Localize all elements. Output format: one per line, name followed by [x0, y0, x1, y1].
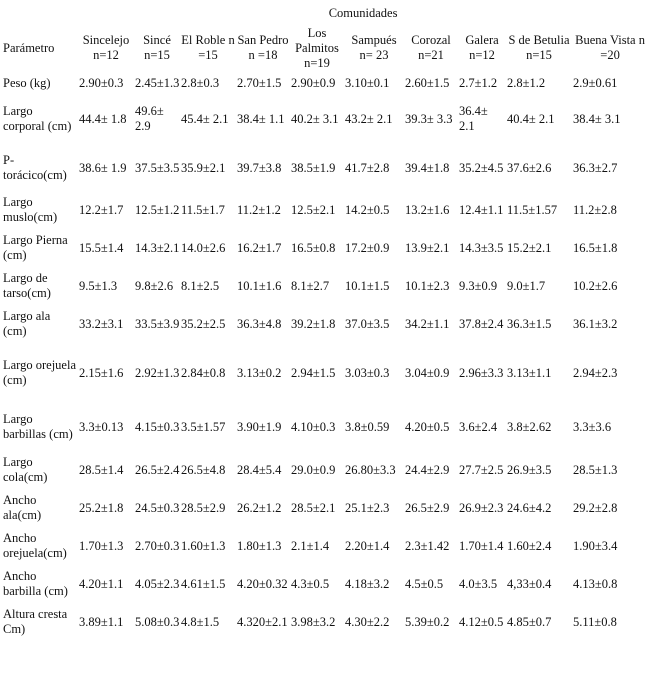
value-cell: 26.5±2.4 — [135, 462, 180, 477]
value-cell: 4.85±0.7 — [507, 614, 552, 629]
value-cell: 28.5±2.9 — [181, 500, 226, 515]
value-cell: 34.2±1.1 — [405, 316, 450, 331]
value-cell: 3.8±0.59 — [345, 419, 390, 434]
value-cell: 1.70±1.3 — [79, 538, 124, 553]
value-cell: 4.05±2.3 — [135, 576, 180, 591]
value-cell: 3.04±0.9 — [405, 365, 450, 380]
value-cell: 3.89±1.1 — [79, 614, 124, 629]
value-cell: 39.2±1.8 — [291, 316, 336, 331]
value-cell: 45.4± 2.1 — [181, 111, 229, 126]
value-cell: 5.08±0.3 — [135, 614, 180, 629]
value-cell: 37.0±3.5 — [345, 316, 390, 331]
value-cell: 2.92±1.3 — [135, 365, 180, 380]
table-row — [2, 603, 648, 641]
value-cell: 4.20±0.32 — [237, 576, 288, 591]
value-cell: 38.5±1.9 — [291, 160, 336, 175]
value-cell: 4.8±1.5 — [181, 614, 220, 629]
value-cell: 4.5±0.5 — [405, 576, 444, 591]
column-header: Sampués n= 23 — [351, 33, 397, 62]
value-cell: 29.0±0.9 — [291, 462, 336, 477]
value-cell: 9.5±1.3 — [79, 278, 118, 293]
value-cell: 2.96±3.3 — [459, 365, 504, 380]
value-cell: 2.45±1.3 — [135, 76, 180, 90]
param-cell: Largo Pierna (cm) — [3, 233, 68, 262]
value-cell: 24.6±4.2 — [507, 500, 552, 515]
value-cell: 3.8±2.62 — [507, 419, 552, 434]
value-cell: 28.5±1.4 — [79, 462, 124, 477]
value-cell: 38.6± 1.9 — [79, 160, 127, 175]
value-cell: 4.61±1.5 — [181, 576, 226, 591]
value-cell: 3.10±0.1 — [345, 76, 390, 90]
value-cell: 11.2±1.2 — [237, 202, 281, 217]
value-cell: 5.11±0.8 — [573, 614, 617, 629]
table-row — [2, 527, 648, 565]
value-cell: 24.4±2.9 — [405, 462, 450, 477]
table-row — [2, 451, 648, 489]
value-cell: 49.6± 2.9 — [135, 104, 164, 133]
value-cell: 2.15±1.6 — [79, 365, 124, 380]
column-header: Sincelejo n=12 — [82, 33, 130, 62]
value-cell: 12.2±1.7 — [79, 202, 124, 217]
value-cell: 26.2±1.2 — [237, 500, 282, 515]
value-cell: 37.6±2.6 — [507, 160, 552, 175]
value-cell: 15.5±1.4 — [79, 240, 124, 255]
table-row — [2, 403, 648, 451]
value-cell: 4.0±3.5 — [459, 576, 498, 591]
value-cell: 36.4± 2.1 — [459, 104, 488, 133]
group-header: Comunidades — [328, 5, 398, 20]
value-cell: 2.70±0.3 — [135, 538, 180, 553]
value-cell: 9.8±2.6 — [135, 278, 174, 293]
value-cell: 9.0±1.7 — [507, 278, 546, 293]
column-header: San Pedro n =18 — [237, 33, 289, 62]
value-cell: 36.1±3.2 — [573, 316, 618, 331]
value-cell: 36.3±4.8 — [237, 316, 282, 331]
value-cell: 8.1±2.7 — [291, 278, 330, 293]
value-cell: 12.4±1.1 — [459, 202, 504, 217]
value-cell: 2.60±1.5 — [405, 76, 450, 90]
value-cell: 4.20±0.5 — [405, 419, 450, 434]
value-cell: 36.3±2.7 — [573, 160, 618, 175]
value-cell: 13.9±2.1 — [405, 240, 450, 255]
value-cell: 44.4± 1.8 — [79, 111, 127, 126]
value-cell: 4.20±1.1 — [79, 576, 124, 591]
value-cell: 26.9±2.3 — [459, 500, 504, 515]
value-cell: 12.5±2.1 — [291, 202, 336, 217]
value-cell: 38.4± 1.1 — [237, 111, 285, 126]
column-header-row — [2, 22, 648, 74]
table-row — [2, 267, 648, 305]
value-cell: 25.2±1.8 — [79, 500, 124, 515]
value-cell: 2.8±1.2 — [507, 76, 546, 90]
value-cell: 35.9±2.1 — [181, 160, 226, 175]
value-cell: 27.7±2.5 — [459, 462, 504, 477]
value-cell: 1.70±1.4 — [459, 538, 504, 553]
param-cell: Largo cola(cm) — [3, 455, 48, 484]
value-cell: 2.84±0.8 — [181, 365, 226, 380]
value-cell: 35.2±4.5 — [459, 160, 504, 175]
value-cell: 14.2±0.5 — [345, 202, 390, 217]
value-cell: 2.3±1.42 — [405, 538, 450, 553]
param-cell: Ancho barbilla (cm) — [3, 569, 68, 598]
value-cell: 29.2±2.8 — [573, 500, 618, 515]
param-cell: Largo barbillas (cm) — [3, 412, 73, 441]
param-cell: Altura cresta Cm) — [3, 607, 68, 636]
table-row — [2, 565, 648, 603]
value-cell: 16.5±1.8 — [573, 240, 618, 255]
value-cell: 10.1±2.3 — [405, 278, 450, 293]
value-cell: 3.03±0.3 — [345, 365, 390, 380]
param-cell: Largo de tarso(cm) — [3, 271, 51, 300]
table-row — [2, 145, 648, 191]
value-cell: 28.5±1.3 — [573, 462, 618, 477]
value-cell: 1.90±3.4 — [573, 538, 618, 553]
value-cell: 38.4± 3.1 — [573, 111, 621, 126]
value-cell: 3.90±1.9 — [237, 419, 282, 434]
value-cell: 40.2± 3.1 — [291, 111, 339, 126]
value-cell: 3.13±1.1 — [507, 365, 552, 380]
value-cell: 43.2± 2.1 — [345, 111, 393, 126]
param-cell: Largo ala (cm) — [3, 309, 51, 338]
value-cell: 39.4±1.8 — [405, 160, 450, 175]
param-cell: Largo corporal (cm) — [3, 104, 72, 133]
table-row — [2, 93, 648, 145]
param-cell: Peso (kg) — [3, 76, 51, 90]
value-cell: 1.60±1.3 — [181, 538, 226, 553]
column-header: Buena Vista n =20 — [575, 33, 645, 62]
value-cell: 12.5±1.2 — [135, 202, 180, 217]
table-row — [2, 489, 648, 527]
value-cell: 10.1±1.5 — [345, 278, 390, 293]
value-cell: 14.3±2.1 — [135, 240, 180, 255]
value-cell: 2.7±1.2 — [459, 76, 498, 90]
value-cell: 2.90±0.9 — [291, 76, 336, 90]
value-cell: 39.3± 3.3 — [405, 111, 453, 126]
measurements-table — [2, 4, 648, 641]
value-cell: 4.12±0.5 — [459, 614, 504, 629]
value-cell: 4.320±2.1 — [237, 614, 288, 629]
value-cell: 2.94±1.5 — [291, 365, 336, 380]
value-cell: 16.2±1.7 — [237, 240, 282, 255]
value-cell: 4.10±0.3 — [291, 419, 336, 434]
table-row — [2, 74, 648, 93]
value-cell: 14.0±2.6 — [181, 240, 226, 255]
value-cell: 36.3±1.5 — [507, 316, 552, 331]
value-cell: 2.9±0.61 — [573, 76, 618, 90]
column-header: Sincé n=15 — [143, 33, 171, 62]
value-cell: 37.5±3.5 — [135, 160, 180, 175]
value-cell: 14.3±3.5 — [459, 240, 504, 255]
value-cell: 16.5±0.8 — [291, 240, 336, 255]
value-cell: 28.5±2.1 — [291, 500, 336, 515]
value-cell: 9.3±0.9 — [459, 278, 498, 293]
value-cell: 1.60±2.4 — [507, 538, 552, 553]
value-cell: 24.5±0.3 — [135, 500, 180, 515]
column-header: El Roble n =15 — [181, 33, 235, 62]
value-cell: 4.18±3.2 — [345, 576, 390, 591]
value-cell: 10.1±1.6 — [237, 278, 282, 293]
value-cell: 26.5±4.8 — [181, 462, 226, 477]
value-cell: 28.4±5.4 — [237, 462, 282, 477]
value-cell: 35.2±2.5 — [181, 316, 226, 331]
param-cell: Largo muslo(cm) — [3, 195, 58, 224]
value-cell: 2.8±0.3 — [181, 76, 220, 90]
column-header: Galera n=12 — [465, 33, 499, 62]
value-cell: 41.7±2.8 — [345, 160, 390, 175]
column-header: Corozal n=21 — [411, 33, 451, 62]
value-cell: 39.7±3.8 — [237, 160, 282, 175]
group-header-row — [2, 4, 648, 22]
value-cell: 1.80±1.3 — [237, 538, 282, 553]
value-cell: 26.5±2.9 — [405, 500, 450, 515]
value-cell: 3.13±0.2 — [237, 365, 282, 380]
column-header: S de Betulia n=15 — [508, 33, 570, 62]
param-header-spacer — [2, 4, 78, 22]
table-row — [2, 191, 648, 229]
value-cell: 2.20±1.4 — [345, 538, 390, 553]
value-cell: 4.13±0.8 — [573, 576, 618, 591]
table-row — [2, 229, 648, 267]
value-cell: 25.1±2.3 — [345, 500, 390, 515]
value-cell: 37.8±2.4 — [459, 316, 504, 331]
param-cell: P-torácico(cm) — [3, 153, 67, 182]
value-cell: 26.9±3.5 — [507, 462, 552, 477]
value-cell: 17.2±0.9 — [345, 240, 390, 255]
value-cell: 2.70±1.5 — [237, 76, 282, 90]
value-cell: 33.5±3.9 — [135, 316, 180, 331]
table-body — [2, 74, 648, 641]
value-cell: 4.15±0.3 — [135, 419, 180, 434]
value-cell: 11.2±2.8 — [573, 202, 617, 217]
value-cell: 11.5±1.7 — [181, 202, 225, 217]
value-cell: 2.94±2.3 — [573, 365, 618, 380]
value-cell: 3.6±2.4 — [459, 419, 498, 434]
value-cell: 3.3±0.13 — [79, 419, 124, 434]
value-cell: 2.90±0.3 — [79, 76, 124, 90]
value-cell: 40.4± 2.1 — [507, 111, 555, 126]
param-cell: Ancho orejuela(cm) — [3, 531, 67, 560]
value-cell: 4.3±0.5 — [291, 576, 330, 591]
table-row — [2, 343, 648, 403]
value-cell: 5.39±0.2 — [405, 614, 450, 629]
value-cell: 3.5±1.57 — [181, 419, 226, 434]
table-row — [2, 305, 648, 343]
value-cell: 2.1±1.4 — [291, 538, 330, 553]
value-cell: 8.1±2.5 — [181, 278, 220, 293]
value-cell: 15.2±2.1 — [507, 240, 552, 255]
param-cell: Largo orejuela (cm) — [3, 358, 76, 387]
value-cell: 4,33±0.4 — [507, 576, 552, 591]
param-cell: Ancho ala(cm) — [3, 493, 42, 522]
value-cell: 3.3±3.6 — [573, 419, 612, 434]
value-cell: 10.2±2.6 — [573, 278, 618, 293]
value-cell: 33.2±3.1 — [79, 316, 124, 331]
value-cell: 13.2±1.6 — [405, 202, 450, 217]
value-cell: 3.98±3.2 — [291, 614, 336, 629]
param-header: Parámetro — [3, 40, 55, 55]
value-cell: 4.30±2.2 — [345, 614, 390, 629]
value-cell: 11.5±1.57 — [507, 202, 558, 217]
value-cell: 26.80±3.3 — [345, 462, 396, 477]
column-header: Los Palmitos n=19 — [295, 25, 339, 70]
